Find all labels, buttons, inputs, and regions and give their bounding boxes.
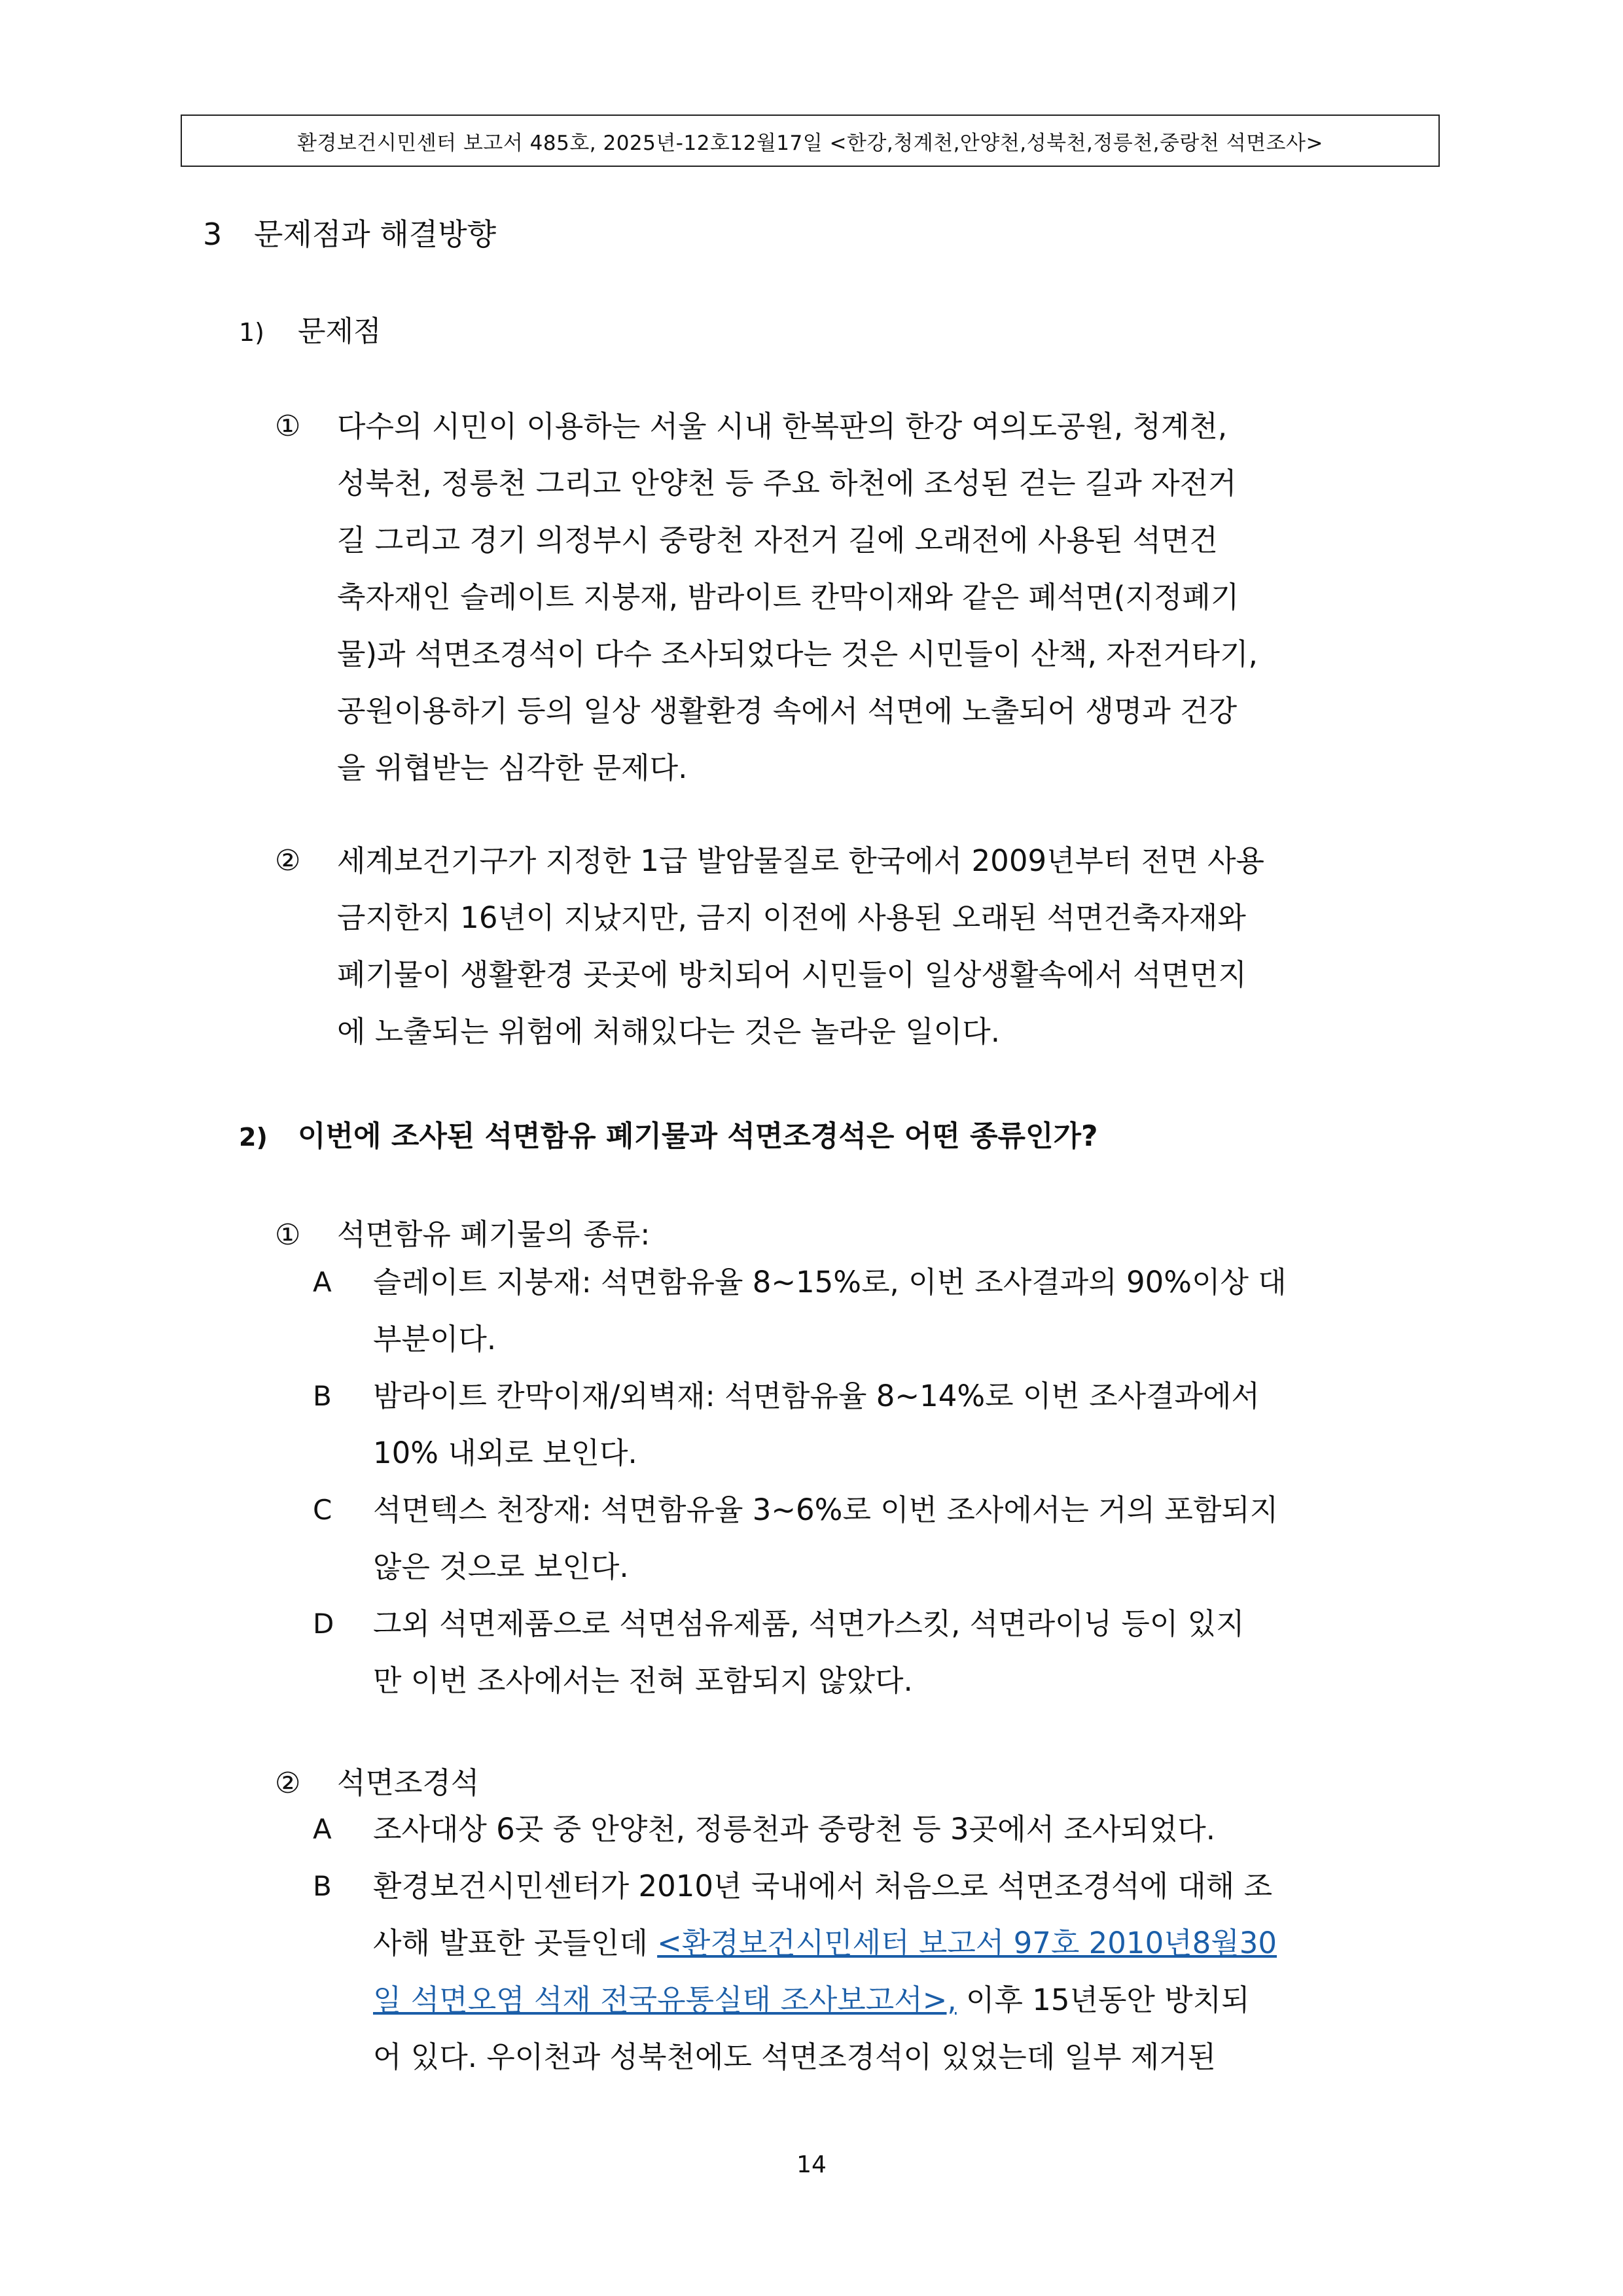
entry-line: 밤라이트 칸막이재/외벽재: 석면함유율 8~14%로 이번 조사결과에서 (373, 1379, 1260, 1413)
paragraph-2-line: 세계보건기구가 지정한 1급 발암물질로 한국에서 2009년부터 전면 사용 (337, 843, 1264, 878)
entry-line: 만 이번 조사에서는 전혀 포함되지 않았다. (373, 1663, 913, 1698)
entry-line (313, 1971, 1438, 2028)
item-2-entry-b (313, 1858, 1438, 2085)
paragraph-1-line: 물)과 석면조경석이 다수 조사되었다는 것은 시민들이 산책, 자전거타기, (337, 637, 1258, 671)
entry-letter: B (313, 1870, 332, 1902)
item-1-entry-b (313, 1368, 1438, 1481)
section-title (203, 211, 496, 254)
entry-letter: B (313, 1380, 332, 1412)
entry-text: 이후 15년동안 방치되 (956, 1983, 1250, 2017)
report-97-link[interactable]: <환경보건시민세터 보고서 97호 2010년8월30 (657, 1926, 1277, 1960)
circled-number-2: ② (275, 1767, 301, 1800)
item-2-entry-a (313, 1801, 1438, 1858)
entry-line: 않은 것으로 보인다. (373, 1549, 629, 1584)
paragraph-1 (275, 398, 1440, 796)
paragraph-2 (275, 832, 1440, 1060)
item-1-heading (275, 1210, 650, 1253)
entry-line: 환경보건시민센터가 2010년 국내에서 처음으로 석면조경석에 대해 조 (373, 1869, 1273, 1903)
paragraph-1-line: 공원이용하기 등의 일상 생활환경 속에서 석면에 노출되어 생명과 건강 (337, 694, 1238, 728)
subsection-1-number: 1) (239, 318, 265, 347)
circled-number-1: ① (275, 1218, 301, 1252)
paragraph-1-line: 을 위협받는 심각한 문제다. (337, 751, 688, 785)
entry-line: 조사대상 6곳 중 안양천, 정릉천과 중랑천 등 3곳에서 조사되었다. (373, 1812, 1216, 1846)
subsection-2-title: 이번에 조사된 석면함유 폐기물과 석면조경석은 어떤 종류인가? (298, 1120, 1098, 1153)
entry-line: 석면텍스 천장재: 석면함유율 3~6%로 이번 조사에서는 거의 포함되지 (373, 1492, 1279, 1527)
subsection-1-title: 문제점 (298, 315, 382, 348)
entry-letter: C (313, 1494, 332, 1526)
entry-line: 10% 내외로 보인다. (373, 1436, 637, 1470)
subsection-2-number: 2) (239, 1123, 268, 1152)
entry-letter: D (313, 1608, 334, 1640)
entry-line: 그외 석면제품으로 석면섬유제품, 석면가스킷, 석면라이닝 등이 있지 (373, 1606, 1245, 1641)
paragraph-2-line: 에 노출되는 위험에 처해있다는 것은 놀라운 일이다. (337, 1014, 1001, 1049)
page-number: 14 (796, 2151, 827, 2178)
entry-line: 부분이다. (373, 1322, 497, 1356)
entry-text: 사해 발표한 곳들인데 (373, 1926, 658, 1960)
section-number: 3 (203, 217, 223, 252)
item-2-heading (275, 1759, 479, 1801)
item-1-entry-a (313, 1254, 1438, 1368)
item-1-entry-c (313, 1481, 1438, 1595)
item-2-title: 석면조경석 (337, 1765, 480, 1800)
report-header (181, 115, 1440, 167)
circled-number-2: ② (275, 844, 301, 877)
section-title-text: 문제점과 해결방향 (254, 217, 497, 252)
entry-line: 어 있다. 우이천과 성북천에도 석면조경석이 있었는데 일부 제거된 (373, 2040, 1217, 2074)
paragraph-2-line: 금지한지 16년이 지났지만, 금지 이전에 사용된 오래된 석면건축자재와 (337, 900, 1246, 935)
paragraph-1-line: 축자재인 슬레이트 지붕재, 밤라이트 칸막이재와 같은 폐석면(지정폐기 (337, 580, 1240, 614)
entry-letter: A (313, 1813, 332, 1845)
circled-number-1: ① (275, 410, 301, 443)
subsection-2-heading (239, 1112, 1098, 1154)
item-1-entry-d (313, 1595, 1438, 1709)
entry-line: 슬레이트 지붕재: 석면함유율 8~15%로, 이번 조사결과의 90%이상 대 (373, 1265, 1287, 1299)
paragraph-2-line: 폐기물이 생활환경 곳곳에 방치되어 시민들이 일상생활속에서 석면먼지 (337, 957, 1247, 992)
paragraph-1-line: 길 그리고 경기 의정부시 중랑천 자전거 길에 오래전에 사용된 석면건 (337, 523, 1218, 557)
paragraph-1-line: 성북천, 정릉천 그리고 안양천 등 주요 하천에 조성된 걷는 길과 자전거 (337, 466, 1237, 501)
entry-line (313, 1915, 1438, 1971)
item-1-title: 석면함유 폐기물의 종류: (337, 1217, 651, 1252)
subsection-1-heading (239, 308, 382, 349)
paragraph-1-line: 다수의 시민이 이용하는 서울 시내 한복판의 한강 여의도공원, 청계천, (337, 409, 1228, 444)
report-97-link[interactable]: 일 석면오염 석재 전국유통실태 조사보고서>, (373, 1983, 957, 2017)
report-header-text: 환경보건시민센터 보고서 485호, 2025년-12호12월17일 <한강,청계천,안양천,성북천,정릉천,중랑천 석면조사> (297, 131, 1323, 155)
entry-letter: A (313, 1266, 332, 1298)
